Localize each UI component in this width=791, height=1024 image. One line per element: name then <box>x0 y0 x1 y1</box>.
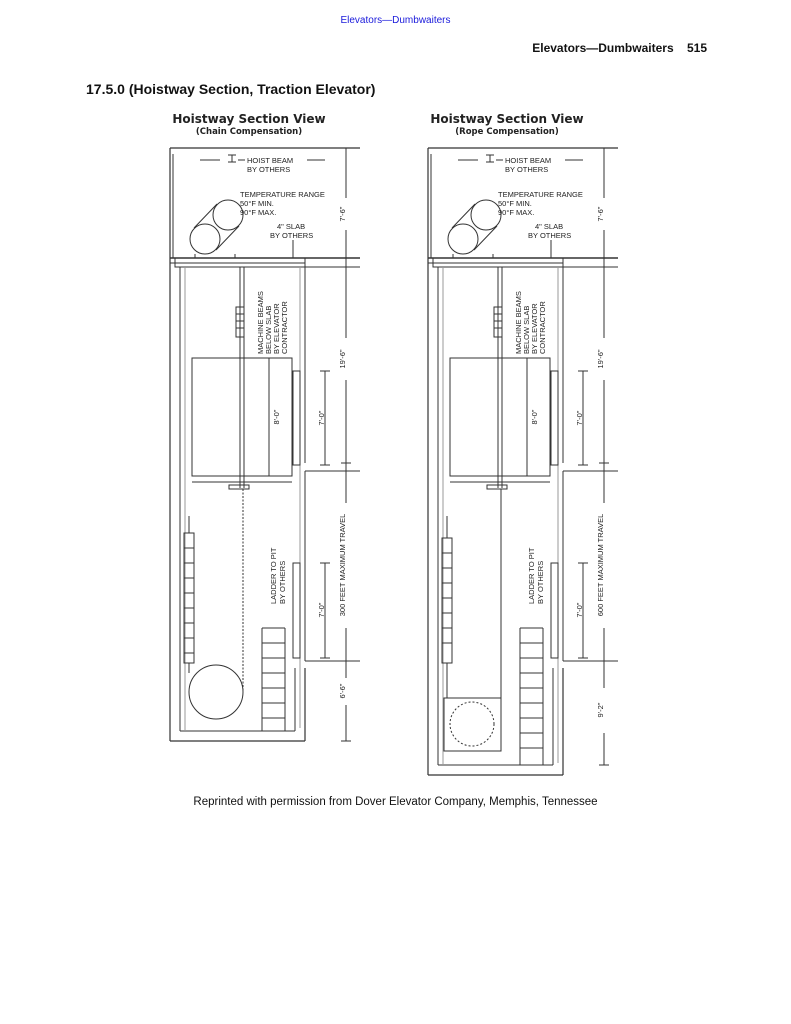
label-ladder-1: LADDER TO PIT <box>527 547 536 604</box>
dim-car-height: 8'-0" <box>272 409 281 425</box>
label-temperature-3: 90°F MAX. <box>240 208 277 217</box>
label-temperature-2: 50°F MIN. <box>240 199 274 208</box>
pit-ladder <box>520 628 543 765</box>
label-slab-2: BY OTHERS <box>270 231 314 240</box>
view-subtitle: (Rope Compensation) <box>455 127 559 137</box>
section-title: 17.5.0 (Hoistway Section, Traction Elevator) <box>86 81 376 97</box>
label-temperature-1: TEMPERATURE RANGE <box>498 190 583 199</box>
label-temperature-1: TEMPERATURE RANGE <box>240 190 325 199</box>
label-slab-1: 4" SLAB <box>535 222 564 231</box>
label-hoist-beam-1: HOIST BEAM <box>505 156 552 165</box>
view-title: Hoistway Section View <box>430 112 584 126</box>
machine-beams <box>494 267 502 488</box>
dim-pit: 6'-6" <box>338 683 347 699</box>
dim-overhead-machine: 7'-6" <box>596 206 605 222</box>
machine-beams <box>236 267 244 488</box>
compensation-rope <box>442 489 501 751</box>
hoist-machine <box>448 200 501 258</box>
hoist-beam-symbol <box>228 155 236 162</box>
dim-overhead-machine: 7'-6" <box>338 206 347 222</box>
dim-overhead: 19'-6" <box>596 349 605 369</box>
label-machine-beams-2: BELOW SLAB <box>522 305 531 354</box>
view-chain-compensation <box>170 112 360 741</box>
label-hoist-beam-2: BY OTHERS <box>247 165 291 174</box>
figure-caption: Reprinted with permission from Dover Elevator Company, Memphis, Tennessee <box>193 796 598 808</box>
dim-travel: 300 FEET MAXIMUM TRAVEL <box>338 513 347 617</box>
dim-door-lower: 7'-0" <box>317 602 326 618</box>
dim-car-height: 8'-0" <box>530 409 539 425</box>
label-machine-beams-1: MACHINE BEAMS <box>514 291 523 354</box>
label-machine-beams-3: BY ELEVATOR <box>272 303 281 354</box>
view-subtitle: (Chain Compensation) <box>195 127 303 137</box>
label-ladder-2: BY OTHERS <box>278 560 287 604</box>
label-slab-1: 4" SLAB <box>277 222 306 231</box>
label-temperature-2: 50°F MIN. <box>498 199 532 208</box>
view-title: Hoistway Section View <box>172 112 326 126</box>
label-ladder-1: LADDER TO PIT <box>269 547 278 604</box>
label-machine-beams-4: CONTRACTOR <box>280 301 289 354</box>
hoistway-drawings <box>165 108 625 780</box>
compensation-chain <box>184 489 243 719</box>
view-rope-compensation <box>428 112 618 775</box>
label-machine-beams-4: CONTRACTOR <box>538 301 547 354</box>
label-hoist-beam-2: BY OTHERS <box>505 165 549 174</box>
annotations <box>240 156 325 604</box>
header-link[interactable]: Elevators—Dumbwaiters <box>340 15 451 26</box>
dim-pit: 9'-2" <box>596 702 605 718</box>
dim-overhead: 19'-6" <box>338 349 347 369</box>
hoistway-figure <box>165 108 625 785</box>
running-head <box>532 41 707 55</box>
hoist-machine <box>190 200 243 258</box>
label-machine-beams-2: BELOW SLAB <box>264 305 273 354</box>
page-number: 515 <box>686 41 707 55</box>
dim-door-upper: 7'-0" <box>575 410 584 426</box>
annotations <box>498 156 583 604</box>
pit-ladder <box>262 628 285 731</box>
dim-door-upper: 7'-0" <box>317 410 326 426</box>
label-machine-beams-1: MACHINE BEAMS <box>256 291 265 354</box>
dim-travel: 600 FEET MAXIMUM TRAVEL <box>596 513 605 617</box>
running-head-title: Elevators—Dumbwaiters <box>532 41 674 55</box>
label-temperature-3: 90°F MAX. <box>498 208 535 217</box>
label-machine-beams-3: BY ELEVATOR <box>530 303 539 354</box>
dim-door-lower: 7'-0" <box>575 602 584 618</box>
hoist-beam-symbol <box>486 155 494 162</box>
label-ladder-2: BY OTHERS <box>536 560 545 604</box>
label-hoist-beam-1: HOIST BEAM <box>247 156 294 165</box>
label-slab-2: BY OTHERS <box>528 231 572 240</box>
